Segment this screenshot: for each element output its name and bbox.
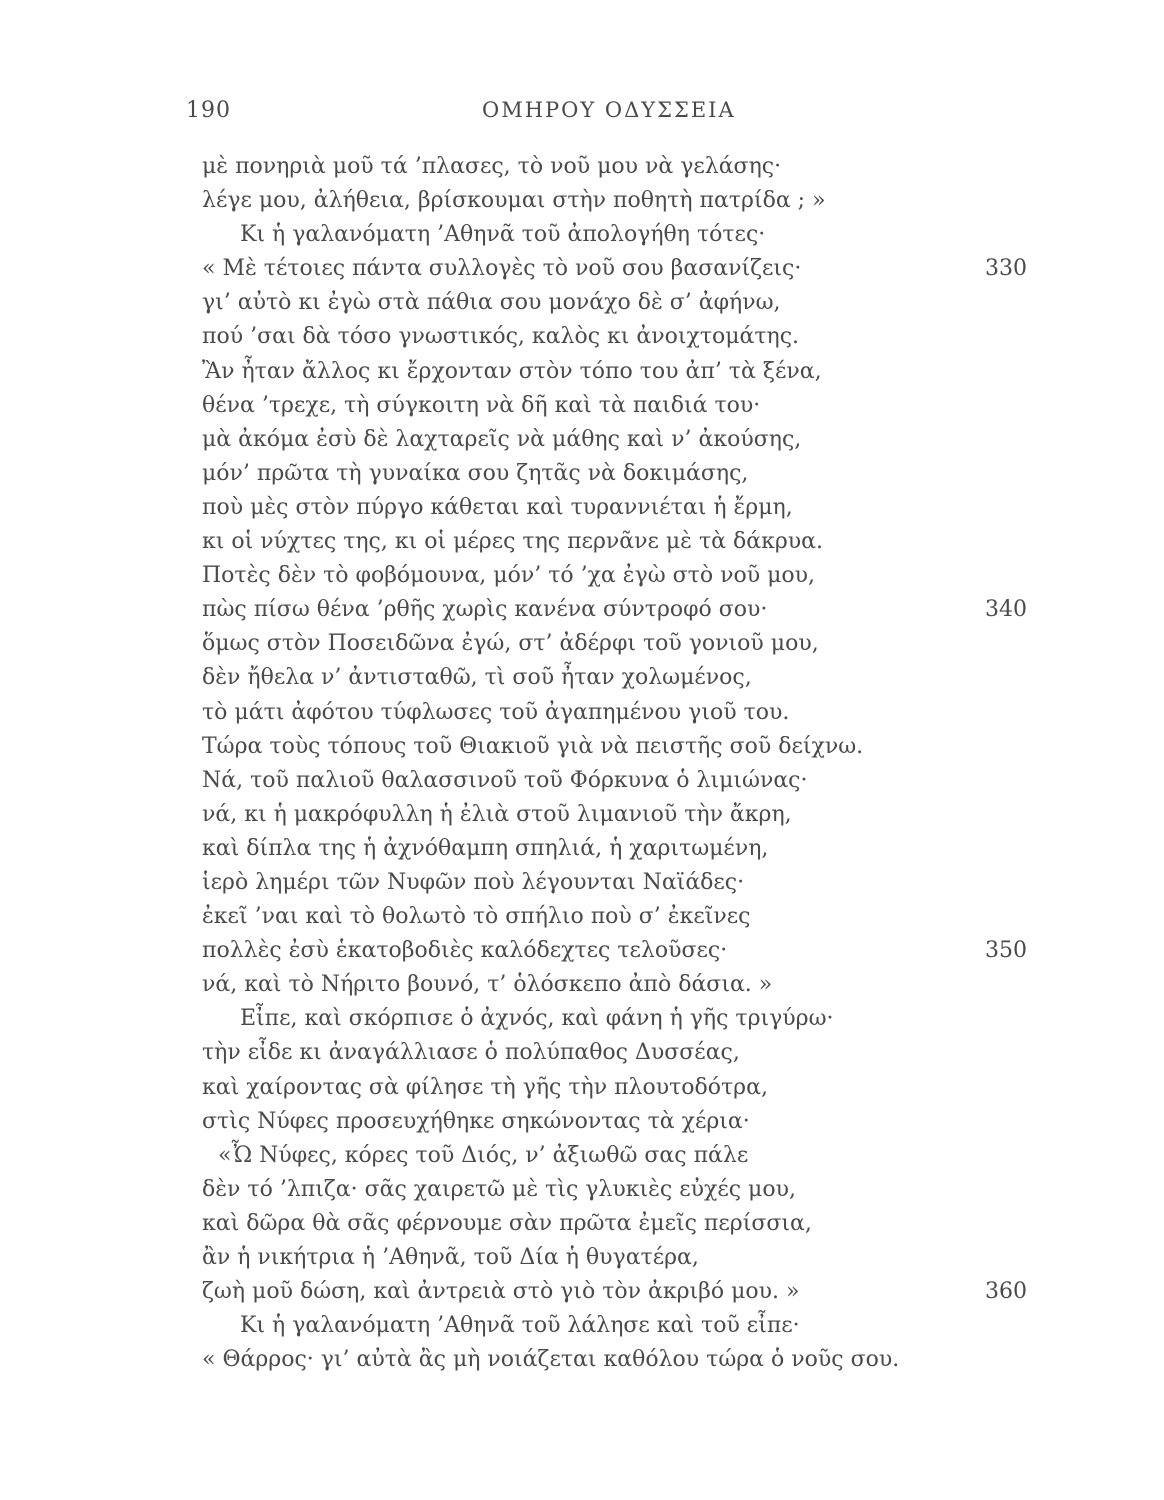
verse-line (0, 150, 1164, 184)
verse-line (0, 1105, 1164, 1139)
running-title: ΟΜΗΡΟΥ ΟΔΥΣΣΕΙΑ (482, 98, 736, 122)
verse-text: ζωὴ μοῦ δώση, καὶ ἀντρειὰ στὸ γιὸ τὸν ἀκριβό μου. » (202, 1279, 800, 1305)
verse-line (0, 1071, 1164, 1105)
verse-line (0, 457, 1164, 491)
verse-text: « Μὲ τέτοιες πάντα συλλογὲς τὸ νοῦ σου βασανίζεις· (202, 256, 802, 282)
verse-text: καὶ δίπλα της ἡ ἀχνόθαμπη σπηλιά, ἡ χαριτωμένη, (202, 835, 769, 861)
verse-text: πολλὲς ἐσὺ ἑκατοβοδιὲς καλόδεχτες τελοῦσες· (202, 938, 728, 964)
verse-text: μὲ πονηριὰ μοῦ τά ’πλασες, τὸ νοῦ μου νὰ γελάσης· (202, 154, 782, 179)
verse-line (0, 764, 1164, 798)
verse-text: λέγε μου, ἀλήθεια, βρίσκουμαι στὴν ποθητὴ πατρίδα ; » (202, 188, 826, 214)
verse-line (0, 1241, 1164, 1275)
verse-line (0, 661, 1164, 695)
verse-text: δὲν ἤθελα ν’ ἀντισταθῶ, τὶ σοῦ ἦταν χολωμένος, (202, 665, 752, 691)
verse-line (0, 559, 1164, 593)
verse-line (0, 627, 1164, 661)
verse-line (0, 1002, 1164, 1036)
verse-line (0, 730, 1164, 764)
verse-text: Νά, τοῦ παλιοῦ θαλασσινοῦ τοῦ Φόρκυνα ὁ λιμιώνας· (202, 767, 808, 793)
verse-line (0, 832, 1164, 866)
verse-text: καὶ δῶρα θὰ σᾶς φέρνουμε σὰν πρῶτα ἐμεῖς περίσσια, (202, 1210, 812, 1236)
verse-text: μόν’ πρῶτα τὴ γυναίκα σου ζητᾶς νὰ δοκιμάσης, (202, 460, 749, 486)
verse-block (0, 150, 1164, 1377)
verse-line (0, 184, 1164, 218)
verse-line (0, 968, 1164, 1002)
verse-line (0, 491, 1164, 525)
verse-line (0, 1309, 1164, 1343)
verse-line (0, 934, 1164, 968)
verse-text: Ποτὲς δὲν τὸ φοβόμουνα, μόν’ τό ’χα ἐγὼ στὸ νοῦ μου, (202, 563, 815, 589)
verse-text: Κι ἡ γαλανόματη ’Αθηνᾶ τοῦ λάλησε καὶ τοῦ εἶπε· (240, 1313, 800, 1339)
line-number: 330 (985, 256, 1027, 282)
verse-text: τὴν εἶδε κι ἀναγάλλιασε ὁ πολύπαθος Δυσσέας, (202, 1040, 740, 1066)
verse-text: δὲν τό ’λπιζα· σᾶς χαιρετῶ μὲ τὶς γλυκιὲς εὐχές μου, (202, 1176, 796, 1202)
verse-line (0, 593, 1164, 627)
verse-line (0, 1139, 1164, 1173)
verse-line (0, 525, 1164, 559)
page-number: 190 (186, 98, 231, 123)
verse-text: ἂν ἡ νικήτρια ἡ ’Αθηνᾶ, τοῦ Δία ἡ θυγατέρα, (202, 1245, 699, 1270)
verse-text: πού ’σαι δὰ τόσο γνωστικός, καλὸς κι ἀνοιχτομάτης. (202, 324, 800, 350)
verse-line (0, 1275, 1164, 1309)
verse-text: ἱερὸ λημέρι τῶν Νυφῶν ποὺ λέγουνται Ναϊάδες· (202, 869, 745, 895)
verse-text: κι οἱ νύχτες της, κι οἱ μέρες της περνᾶνε μὲ τὰ δάκρυα. (202, 529, 824, 555)
verse-line (0, 900, 1164, 934)
verse-line (0, 866, 1164, 900)
verse-text: καὶ χαίροντας σὰ φίλησε τὴ γῆς τὴν πλουτοδότρα, (202, 1074, 768, 1100)
verse-line (0, 1343, 1164, 1377)
verse-text: ἐκεῖ ’ναι καὶ τὸ θολωτὸ τὸ σπήλιο ποὺ σ’ ἐκεῖνες (202, 904, 751, 930)
verse-text: πὼς πίσω θένα ’ρθῆς χωρὶς κανένα σύντροφό σου· (202, 597, 768, 623)
verse-line (0, 798, 1164, 832)
verse-text: ὅμως στὸν Ποσειδῶνα ἐγώ, στ’ ἀδέρφι τοῦ γονιοῦ μου, (202, 631, 819, 657)
verse-text: Εἶπε, καὶ σκόρπισε ὁ ἀχνός, καὶ φάνη ἡ γῆς τριγύρω· (240, 1006, 834, 1032)
verse-text: «Ὦ Νύφες, κόρες τοῦ Διός, ν’ ἀξιωθῶ σας πάλε (218, 1142, 749, 1168)
verse-text: τὸ μάτι ἀφότου τύφλωσες τοῦ ἀγαπημένου γιοῦ του. (202, 699, 790, 725)
verse-text: μὰ ἀκόμα ἐσὺ δὲ λαχταρεῖς νὰ μάθης καὶ ν’ ἀκούσης, (202, 426, 802, 452)
verse-text: Κι ἡ γαλανόματη ’Αθηνᾶ τοῦ ἀπολογήθη τότες· (240, 222, 766, 248)
verse-line (0, 320, 1164, 354)
verse-text: στὶς Νύφες προσευχήθηκε σηκώνοντας τὰ χέρια· (202, 1108, 750, 1134)
verse-line (0, 1173, 1164, 1207)
verse-text: Τώρα τοὺς τόπους τοῦ Θιακιοῦ γιὰ νὰ πειστῆς σοῦ δείχνω. (202, 733, 864, 759)
line-number: 360 (985, 1279, 1027, 1305)
verse-text: νά, καὶ τὸ Νήριτο βουνό, τ’ ὁλόσκεπο ἀπὸ δάσια. » (202, 972, 773, 998)
verse-text: « Θάρρος· γι’ αὐτὰ ἂς μὴ νοιάζεται καθόλου τώρα ὁ νοῦς σου. (202, 1347, 900, 1373)
line-number: 350 (985, 938, 1027, 964)
verse-line (0, 389, 1164, 423)
verse-line (0, 423, 1164, 457)
verse-line (0, 286, 1164, 320)
verse-text: Ἂν ἦταν ἄλλος κι ἔρχονταν στὸν τόπο του ἀπ’ τὰ ξένα, (202, 358, 822, 384)
verse-text: νά, κι ἡ μακρόφυλλη ἡ ἐλιὰ στοῦ λιμανιοῦ τὴν ἄκρη, (202, 801, 792, 827)
verse-text: θένα ’τρεχε, τὴ σύγκοιτη νὰ δῆ καὶ τὰ παιδιά του· (202, 392, 761, 418)
verse-line (0, 696, 1164, 730)
verse-line (0, 355, 1164, 389)
verse-text: ποὺ μὲς στὸν πύργο κάθεται καὶ τυραννιέται ἡ ἔρμη, (202, 494, 793, 520)
page-header (186, 98, 946, 132)
line-number: 340 (985, 597, 1027, 623)
verse-line (0, 1036, 1164, 1070)
verse-line (0, 1207, 1164, 1241)
verse-line (0, 252, 1164, 286)
verse-text: γι’ αὐτὸ κι ἐγὼ στὰ πάθια σου μονάχο δὲ σ’ ἀφήνω, (202, 290, 781, 316)
verse-line (0, 218, 1164, 252)
